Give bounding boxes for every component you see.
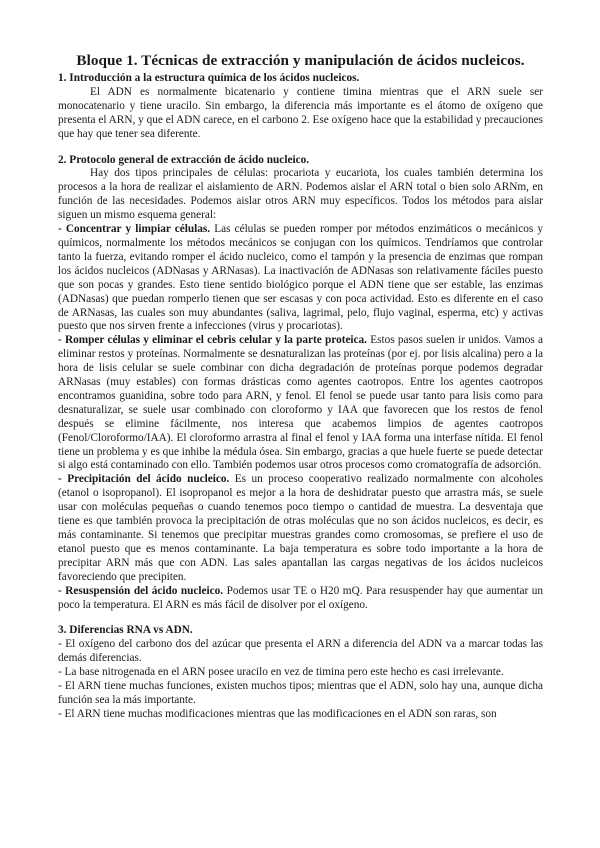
step-text: Podemos usar TE o H20 mQ. Para resuspender hay que aumentar un poco la temperatura. El ARN es más fácil de disolver por el oxígeno. <box>58 584 543 611</box>
spacer <box>58 142 543 154</box>
step-precipitacion <box>58 473 543 584</box>
section3-heading: 3. Diferencias RNA vs ADN. <box>58 624 193 637</box>
step-resuspension <box>58 585 543 613</box>
step-label: - Precipitación del ácido nucleico. <box>58 473 230 486</box>
step-label: - Concentrar y limpiar células. <box>58 223 211 236</box>
list-item: - El ARN tiene muchas funciones, existen muchos tipos; mientras que el ADN, solo hay una, aunque dicha función sea la más importante. <box>58 680 543 706</box>
spacer <box>58 612 543 624</box>
section1-paragraph: El ADN es normalmente bicatenario y contiene timina mientras que el ARN suele ser monocatenario y tiene uracilo. Sin embargo, la diferencia más importante es el átomo de oxígeno que presenta el ARN, y que el ADN carece, en el carbono 2. Ese oxígeno hace que la estabilidad y precauciones que hay que tener sea diferente. <box>58 85 543 140</box>
step-text: Las células se pueden romper por métodos enzimáticos o mecánicos y químicos, normalmente los métodos mecánicos se conjugan con los químicos. Tendríamos que controlar tanto la fuerza, evitando romper el ácido nucleico, como el tampón y la presencia de enzimas que rompan los ácidos nucleicos (ADNasas y ARNasas). La inactivación de ADNasas son relativamente fáciles puesto que son pocas y grandes. Esto tiene sentido biológico porque el ADN tiene que ser estable, las enzimas (ADNasas) que puedan romperlo tienen que ser escasas y con poca actividad. Esto es diferente en el caso de ARNasas, las cuales son muy abundantes (saliva, lagrimal, pelo, flujo vaginal, esperma, etc) y activas puesto que nos sirven frente a infecciones (virus y procariotas). <box>58 223 543 333</box>
document-title: Bloque 1. Técnicas de extracción y manipulación de ácidos nucleicos. <box>76 52 525 69</box>
step-label: - Resuspensión del ácido nucleico. <box>58 584 224 597</box>
step-romper <box>58 334 543 473</box>
step-concentrar <box>58 223 543 334</box>
section2-intro: Hay dos tipos principales de células: procariota y eucariota, los cuales también determina los procesos a la hora de realizar el aislamiento de ARN. Podemos aislar el ARN total o bien solo ARNm, en función de las necesidades. Podemos aislar otros ARN muy específicos. Todos los métodos para aislar siguen un mismo esquema general: <box>58 167 543 222</box>
step-text: Estos pasos suelen ir unidos. Vamos a eliminar restos y proteínas. Normalmente se desnaturalizan las proteínas (por ej. por lisis alcalina) pero a la hora de lisis celular se suele combinar con dicha degradación de proteínas porque podemos degradar ARNasas (muy estables) con formas drásticas como agentes caotropos. Entre los agentes caotropos encontramos guanidina, sobre todo para ARN, y fenol. El fenol se puede usar tanto para lisis como para desnaturalizar, se suele usar combinado con cloroformo y IAA que favorecen que los restos de fenol después se elimine fácilmente, nos interesa que acabemos limpios de agentes caotropos (Fenol/Cloroformo/IAA). El cloroformo arrastra al final el fenol y IAA forma una interfase nítida. El fenol tiene un problema y es que inhibe la médula ósea. Sin embargo, gracias a que huele fuerte se puede detectar si algo está contaminado con ello. También podemos usar otros procesos como cromatografía de adsorción. <box>58 334 543 472</box>
list-item: - El ARN tiene muchas modificaciones mientras que las modificaciones en el ADN son raras, son <box>58 707 497 720</box>
section1-heading: 1. Introducción a la estructura química de los ácidos nucleicos. <box>58 72 360 84</box>
step-text: Es un proceso cooperativo realizado normalmente con alcoholes (etanol o isopropanol). El isopropanol es mejor a la hora de deshidratar puesto que arrastra más, se suele usar con moléculas pequeñas o cuando tenemos poco tiempo o cantidad de muestra. La desventaja que tiene es que también provoca la precipitación de otras moléculas que no son ácidos nucleicos, es decir, es más contaminante. Si tenemos que precipitar muestras grandes como cromosomas, se prefiere el uso de etanol puesto que es menos contaminante. La baja temperatura es sobre todo importante a la hora de precipitar ARN más que con ADN. Las sales apantallan las cargas negativas de los ácidos nucleicos favoreciendo que precipiten. <box>58 473 543 583</box>
step-label: - Romper células y eliminar el cebris celular y la parte proteica. <box>58 334 367 347</box>
list-item: - La base nitrogenada en el ARN posee uracilo en vez de timina pero este hecho es casi irrelevante. <box>58 666 504 679</box>
section2-heading: 2. Protocolo general de extracción de ácido nucleico. <box>58 153 310 166</box>
list-item: - El oxígeno del carbono dos del azúcar que presenta el ARN a diferencia del ADN va a marcar todas las demás diferencias. <box>58 638 543 665</box>
